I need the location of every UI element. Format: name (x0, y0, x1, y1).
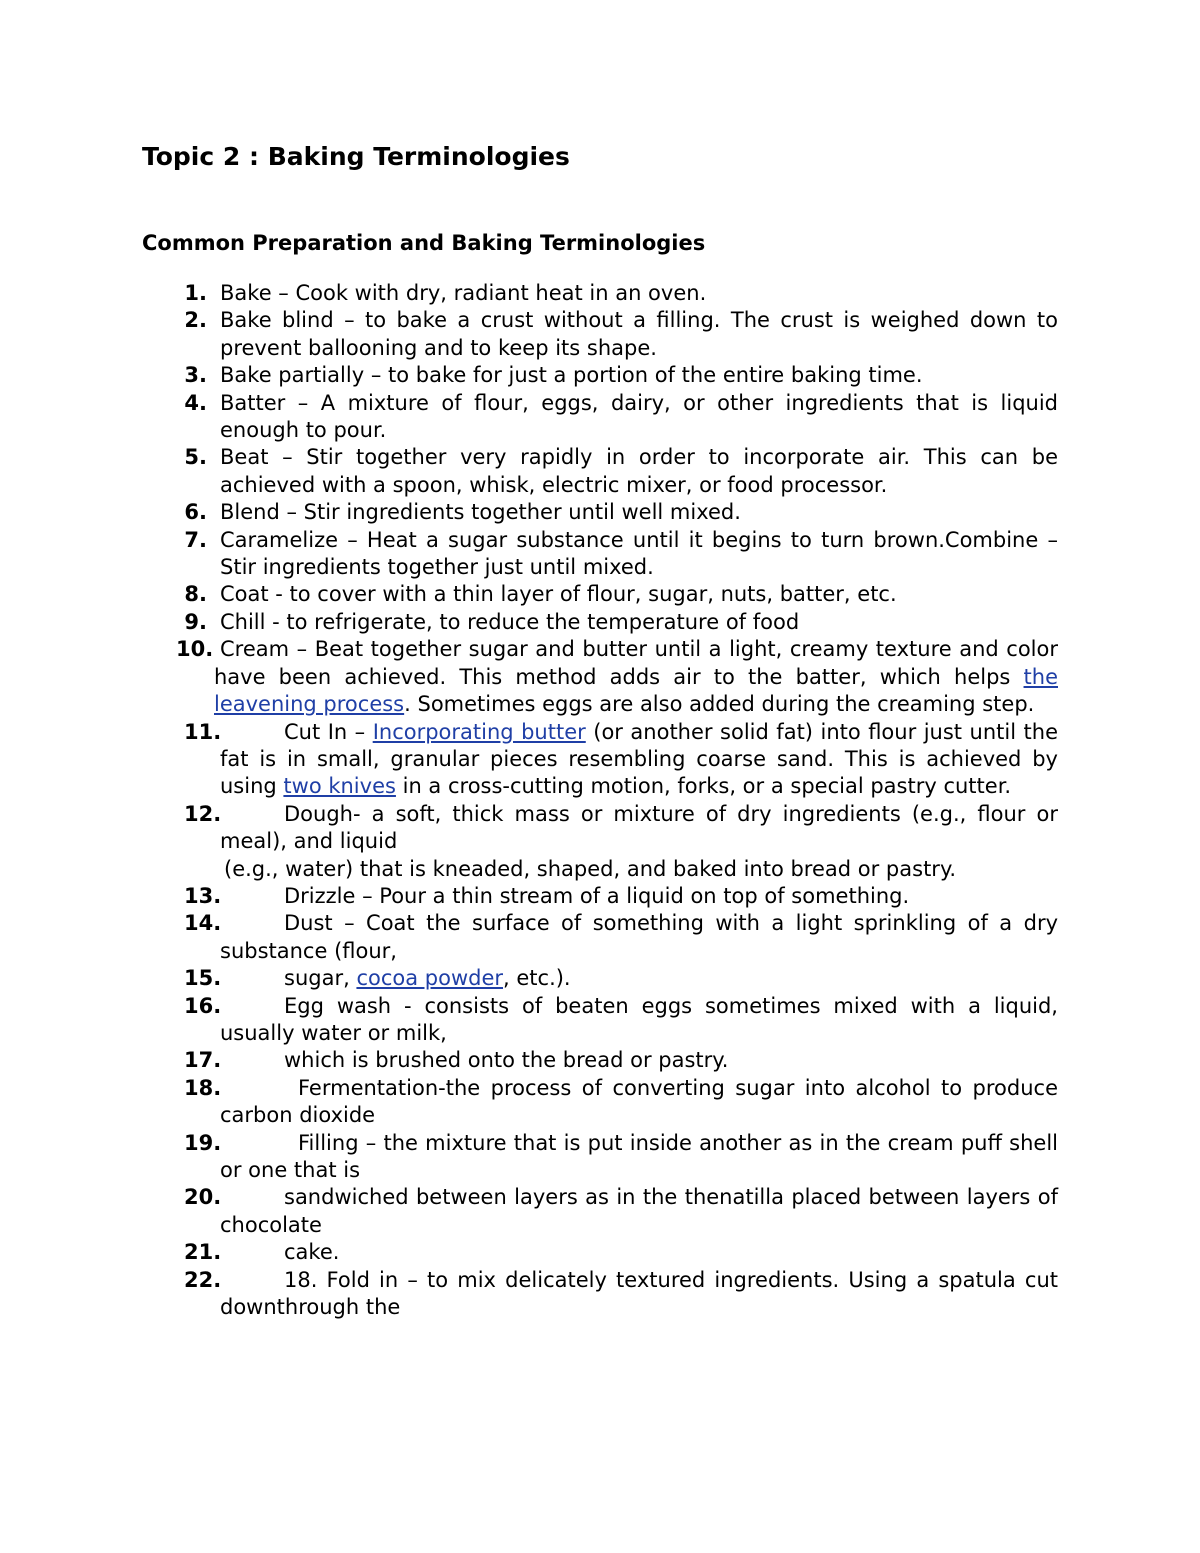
list-item (142, 1130, 1058, 1185)
item-text: Blend – Stir ingredients together until well mixed. (220, 500, 741, 525)
item-number: 5. (184, 445, 207, 470)
item-text: Cream – Beat together sugar and butter until a light, creamy texture and color have been achieved. This method adds air to the batter, which helps the leavening process. Sometimes eggs are also added during the creaming step. (214, 637, 1058, 717)
item-text: Bake partially – to bake for just a portion of the entire baking time. (220, 363, 923, 388)
item-text: Beat – Stir together very rapidly in order to incorporate air. This can be achieved with a spoon, whisk, electric mixer, or food processor. (220, 445, 1058, 497)
item-number: 3. (184, 363, 207, 388)
item-number: 21. (184, 1240, 222, 1265)
item-number: 16. (184, 993, 222, 1018)
item-number: 12. (184, 801, 222, 826)
item-number: 2. (184, 308, 207, 333)
item-number: 9. (184, 609, 207, 634)
item-text: Dough- a soft, thick mass or mixture of dry ingredients (e.g., flour or meal), and liquid (220, 801, 1058, 854)
list-item (142, 1075, 1058, 1130)
list-item (142, 1184, 1058, 1239)
incorporating-butter-link[interactable]: Incorporating butter (372, 719, 586, 744)
list-item (142, 609, 1058, 636)
item-number: 4. (184, 390, 207, 415)
item-number: 1. (184, 281, 207, 305)
item-text: Cut In – Incorporating butter (or another solid fat) into flour just until the fat is in small, granular pieces resembling coarse sand. This is achieved by using two knives in a cross-cutting motion, forks, or a special pastry cutter. (220, 719, 1058, 799)
item-text: Caramelize – Heat a sugar substance until it begins to turn brown.Combine – Stir ingredients together just until mixed. (220, 527, 1058, 580)
section-heading: Common Preparation and Baking Terminologies (142, 231, 706, 255)
item-number: 20. (184, 1185, 222, 1210)
list-item (142, 307, 1058, 362)
list-item (142, 362, 1058, 389)
item-number: 7. (184, 527, 207, 552)
page-title: Topic 2 : Baking Terminologies (142, 142, 570, 171)
item-text: 18. Fold in – to mix delicately textured ingredients. Using a spatula cut downthrough the (220, 1267, 1058, 1320)
two-knives-link[interactable]: two knives (283, 774, 396, 799)
item-text: Bake blind – to bake a crust without a filling. The crust is weighed down to prevent ballooning and to keep its shape. (220, 308, 1058, 360)
item-text: Coat - to cover with a thin layer of flour, sugar, nuts, batter, etc. (220, 582, 897, 607)
item-text: cake. (284, 1240, 340, 1265)
list-item (142, 1267, 1058, 1322)
item-text: Dust – Coat the surface of something with a light sprinkling of a dry substance (flour, (220, 911, 1058, 963)
item-text: Egg wash - consists of beaten eggs sometimes mixed with a liquid, usually water or milk, (220, 993, 1058, 1045)
item-text: Bake – Cook with dry, radiant heat in an oven. (220, 281, 707, 305)
list-item (142, 993, 1058, 1048)
item-number: 15. (184, 966, 222, 991)
item-number: 10. (176, 637, 214, 662)
document-page (142, 140, 1058, 1321)
item-number: 22. (184, 1267, 222, 1292)
list-item (142, 581, 1058, 608)
item-number: 14. (184, 911, 222, 936)
list-item (142, 444, 1058, 499)
item-text: Batter – A mixture of flour, eggs, dairy, or other ingredients that is liquid enough to pour. (220, 390, 1058, 443)
list-item (142, 883, 1058, 910)
list-item (142, 801, 1058, 856)
list-item (142, 499, 1058, 526)
item-text: Filling – the mixture that is put inside another as in the cream puff shell or one that is (220, 1130, 1058, 1182)
item-text: Drizzle – Pour a thin stream of a liquid on top of something. (284, 883, 910, 908)
terminology-list (142, 280, 1058, 1321)
item-number: 19. (184, 1130, 222, 1155)
item-number: 8. (184, 582, 207, 607)
list-item (142, 527, 1058, 582)
list-item (142, 719, 1058, 801)
item-number: 11. (184, 719, 222, 744)
list-item (142, 636, 1058, 718)
item-text: which is brushed onto the bread or pastry. (284, 1048, 729, 1073)
item-text: Chill - to refrigerate, to reduce the temperature of food (220, 609, 800, 634)
list-item-continuation: (e.g., water) that is kneaded, shaped, and baked into bread or pastry. (224, 856, 957, 881)
list-item (142, 280, 1058, 307)
list-item (142, 965, 1058, 992)
item-text: sandwiched between layers as in the thenatilla placed between layers of chocolate (220, 1185, 1058, 1237)
item-number: 13. (184, 883, 222, 908)
list-item (142, 1047, 1058, 1074)
item-text: sugar, cocoa powder, etc.). (284, 966, 571, 991)
list-item (142, 910, 1058, 965)
leavening-process-link[interactable]: the leavening process (214, 664, 1058, 717)
list-item (142, 1239, 1058, 1266)
item-number: 17. (184, 1048, 222, 1073)
item-number: 18. (184, 1075, 222, 1100)
item-text: Fermentation-the process of converting sugar into alcohol to produce carbon dioxide (220, 1075, 1058, 1128)
list-item (142, 390, 1058, 445)
item-number: 6. (184, 500, 207, 525)
cocoa-powder-link[interactable]: cocoa powder (356, 966, 504, 991)
